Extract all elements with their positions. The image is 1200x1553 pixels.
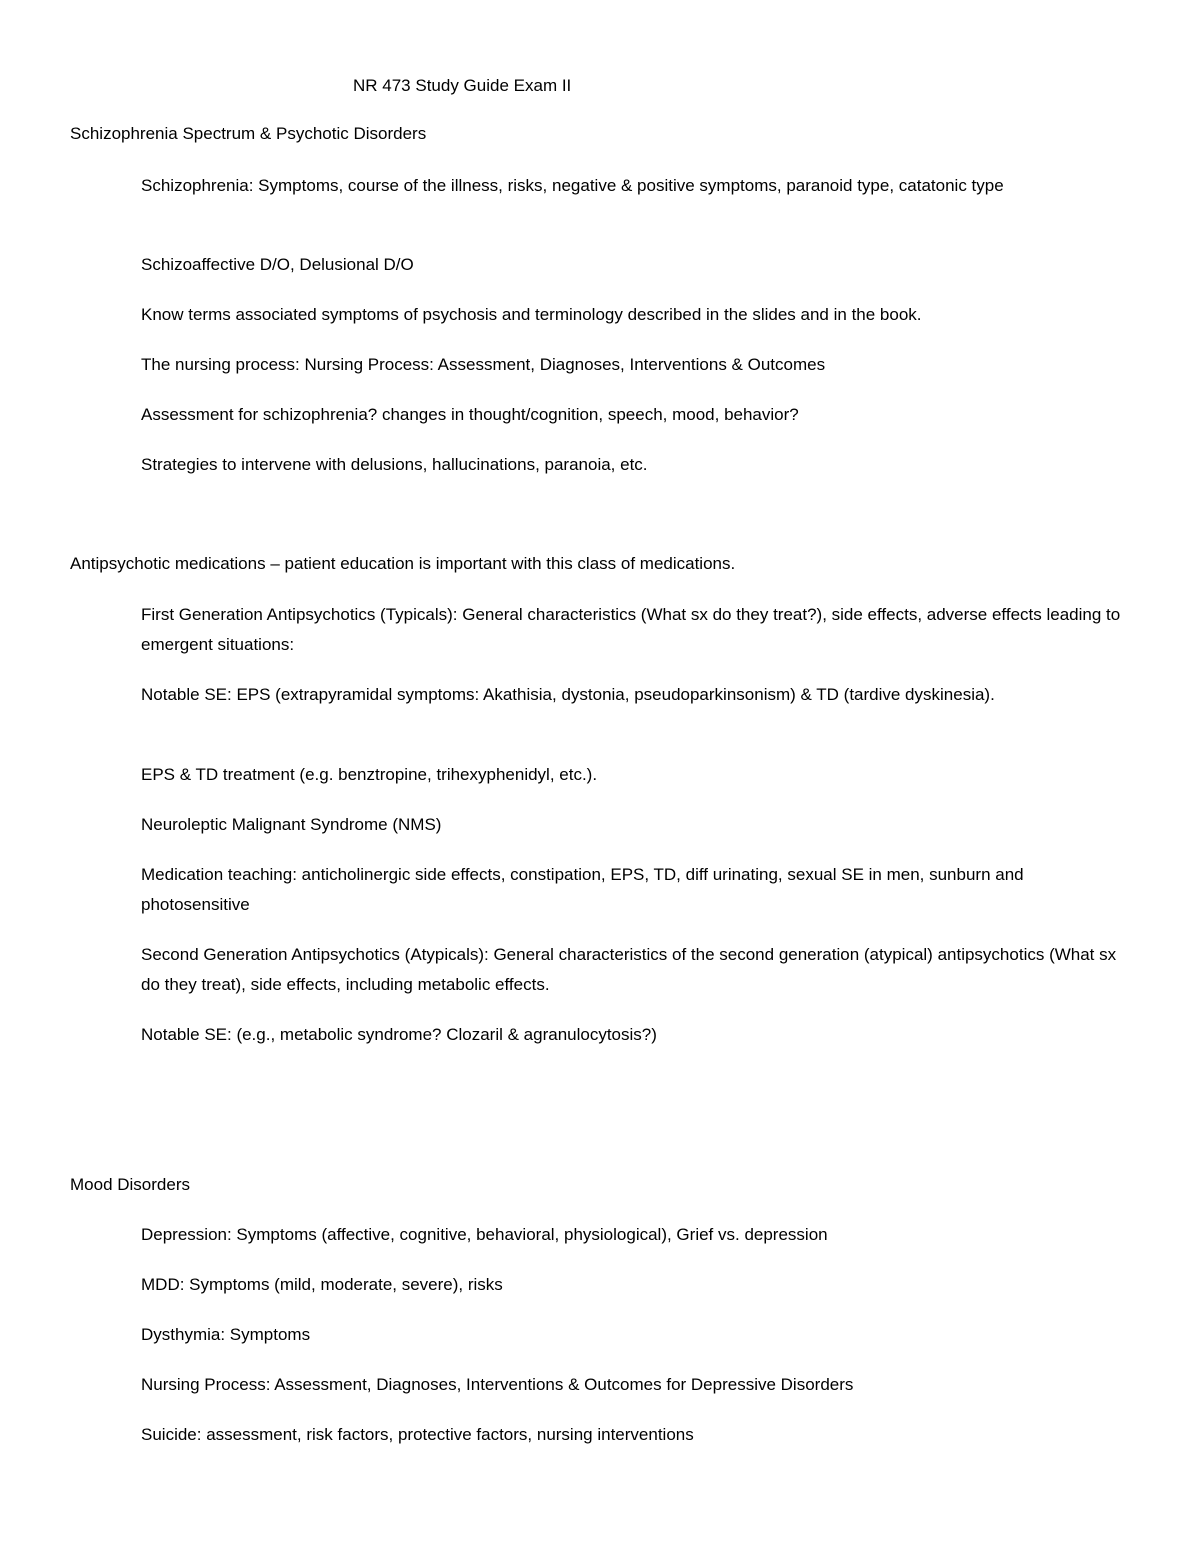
list-item: Notable SE: (e.g., metabolic syndrome? Clozaril & agranulocytosis?) (141, 1025, 657, 1044)
list-item: The nursing process: Nursing Process: Assessment, Diagnoses, Interventions & Outcomes (141, 355, 826, 374)
section-heading-schizophrenia: Schizophrenia Spectrum & Psychotic Disorders (70, 124, 427, 143)
list-item: Nursing Process: Assessment, Diagnoses, Interventions & Outcomes for Depressive Disorders (141, 1375, 854, 1394)
section-heading-mood-disorders: Mood Disorders (70, 1175, 190, 1194)
list-item: Schizoaffective D/O, Delusional D/O (141, 255, 414, 274)
list-item: Medication teaching: anticholinergic side effects, constipation, EPS, TD, diff urinating, sexual SE in men, sunburn and photosensitive (141, 865, 1024, 914)
list-item: Depression: Symptoms (affective, cognitive, behavioral, physiological), Grief vs. depression (141, 1225, 828, 1244)
list-item: Notable SE: EPS (extrapyramidal symptoms: Akathisia, dystonia, pseudoparkinsonism) & TD (tardive dyskinesia). (141, 685, 995, 704)
list-item: Dysthymia: Symptoms (141, 1325, 311, 1344)
page-title: NR 473 Study Guide Exam II (353, 76, 572, 95)
list-item: First Generation Antipsychotics (Typicals): General characteristics (What sx do they treat?), side effects, adverse effects leading to emergent situations: (141, 605, 1121, 654)
list-item: Second Generation Antipsychotics (Atypicals): General characteristics of the second generation (atypical) antipsychotics (What sx do they treat), side effects, including metabolic effects. (141, 945, 1117, 994)
list-item: MDD: Symptoms (mild, moderate, severe), risks (141, 1275, 503, 1294)
list-item: Strategies to intervene with delusions, hallucinations, paranoia, etc. (141, 455, 648, 474)
list-item: Schizophrenia: Symptoms, course of the illness, risks, negative & positive symptoms, paranoid type, catatonic type (141, 176, 1004, 195)
list-item: Assessment for schizophrenia? changes in thought/cognition, speech, mood, behavior? (141, 405, 799, 424)
section-heading-antipsychotics: Antipsychotic medications – patient education is important with this class of medications. (70, 554, 736, 573)
list-item: Know terms associated symptoms of psychosis and terminology described in the slides and in the book. (141, 305, 922, 324)
list-item: EPS & TD treatment (e.g. benztropine, trihexyphenidyl, etc.). (141, 765, 598, 784)
list-item: Neuroleptic Malignant Syndrome (NMS) (141, 815, 442, 834)
list-item: Suicide: assessment, risk factors, protective factors, nursing interventions (141, 1425, 694, 1444)
